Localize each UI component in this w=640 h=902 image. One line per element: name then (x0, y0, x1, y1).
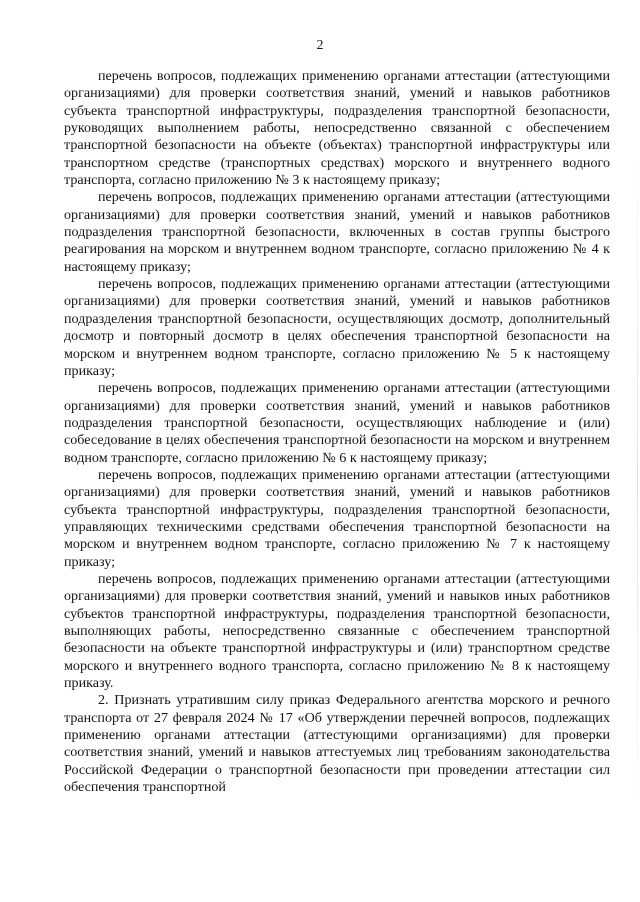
paragraph-appendix-4: перечень вопросов, подлежащих применению органами аттестации (аттестующими организациями) для проверки соответствия знаний, умений и навыков работников подразделения транспортной безопасности, включенных в состав группы быстрого реагирования на морском и внутреннем водном транспорте, согласно приложению № 4 к настоящему приказу; (64, 189, 610, 275)
document-body (64, 68, 610, 796)
page-number: 2 (316, 38, 324, 53)
paragraph-appendix-3: перечень вопросов, подлежащих применению органами аттестации (аттестующими организациями) для проверки соответствия знаний, умений и навыков работников субъекта транспортной инфраструктуры, подразделения транспортной безопасности, руководящих выполнением работы, непосредственно связанной с обеспечением транспортной безопасности на объекте (объектах) транспортной инфраструктуры или транспортном средстве (транспортных средствах) морского и внутреннего водного транспорта, согласно приложению № 3 к настоящему приказу; (64, 68, 610, 189)
paragraph-appendix-6: перечень вопросов, подлежащих применению органами аттестации (аттестующими организациями) для проверки соответствия знаний, умений и навыков работников подразделения транспортной безопасности, осуществляющих наблюдение и (или) собеседование в целях обеспечения транспортной безопасности на морском и внутреннем водном транспорте, согласно приложению № 6 к настоящему приказу; (64, 380, 610, 466)
paragraph-appendix-7: перечень вопросов, подлежащих применению органами аттестации (аттестующими организациями) для проверки соответствия знаний, умений и навыков работников субъекта транспортной инфраструктуры, подразделения транспортной безопасности, управляющих техническими средствами обеспечения транспортной безопасности на морском и внутреннем водном транспорте, согласно приложению № 7 к настоящему приказу; (64, 466, 610, 570)
paragraph-item-2: 2. Признать утратившим силу приказ Федерального агентства морского и речного транспорта от 27 февраля 2024 № 17 «Об утверждении перечней вопросов, подлежащих применению органами аттестации (аттестующими организациями) для проверки соответствия знаний, умений и навыков аттестуемых лиц требованиям законодательства Российской Федерации о транспортной безопасности при проведении аттестации сил обеспечения транспортной (64, 692, 610, 796)
paragraph-appendix-5: перечень вопросов, подлежащих применению органами аттестации (аттестующими организациями) для проверки соответствия знаний, умений и навыков работников подразделения транспортной безопасности, осуществляющих досмотр, дополнительный досмотр и повторный досмотр в целях обеспечения транспортной безопасности на морском и внутреннем водном транспорте, согласно приложению № 5 к настоящему приказу; (64, 276, 610, 379)
paragraph-appendix-8: перечень вопросов, подлежащих применению органами аттестации (аттестующими организациями) для проверки соответствия знаний, умений и навыков иных работников субъектов транспортной инфраструктуры, подразделения транспортной безопасности, выполняющих работы, непосредственно связанные с обеспечением транспортной безопасности на объекте транспортной инфраструктуры и (или) транспортном средстве морского и внутреннего водного транспорта, согласно приложению № 8 к настоящему приказу. (64, 570, 610, 692)
scan-edge-shadow (637, 130, 638, 830)
